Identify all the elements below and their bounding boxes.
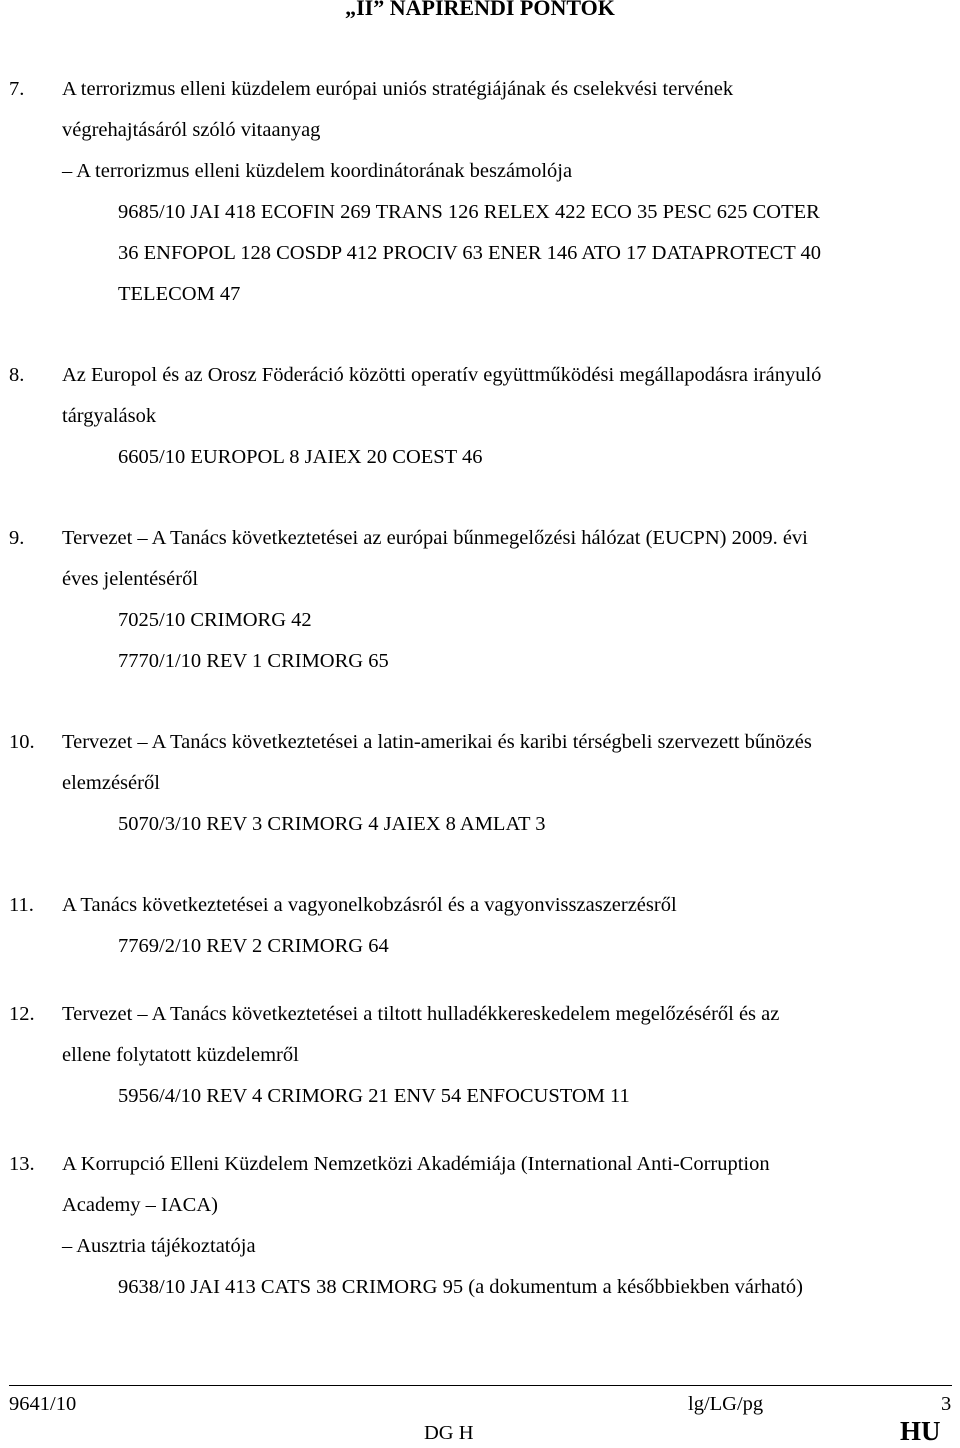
document-reference: 6605/10 EUROPOL 8 JAIEX 20 COEST 46 — [118, 446, 483, 468]
item-title-line: elemzéséről — [62, 772, 160, 794]
document-reference: 7025/10 CRIMORG 42 — [118, 609, 312, 631]
footer-language-code: HU — [900, 1416, 941, 1446]
footer-directorate: DG H — [424, 1422, 474, 1444]
item-number: 12. — [9, 1003, 35, 1025]
item-title-line: Academy – IACA) — [62, 1194, 218, 1216]
item-number: 9. — [9, 527, 25, 549]
footer-doc-number: 9641/10 — [9, 1393, 77, 1415]
item-title-line: tárgyalások — [62, 405, 157, 427]
item-title-line: éves jelentéséről — [62, 568, 199, 590]
document-reference: 5956/4/10 REV 4 CRIMORG 21 ENV 54 ENFOCUSTOM 11 — [118, 1085, 630, 1107]
item-subtitle-line: – Ausztria tájékoztatója — [62, 1235, 256, 1257]
footer-initials: lg/LG/pg — [688, 1393, 764, 1415]
item-title-line: A terrorizmus elleni küzdelem európai uniós stratégiájának és cselekvési tervének — [62, 78, 734, 100]
item-title-line: Az Europol és az Orosz Föderáció közötti operatív együttműködési megállapodásra irányuló — [62, 364, 822, 386]
document-reference: 7770/1/10 REV 1 CRIMORG 65 — [118, 650, 389, 672]
item-subtitle-line: – A terrorizmus elleni küzdelem koordinátorának beszámolója — [62, 160, 573, 182]
document-reference: 9638/10 JAI 413 CATS 38 CRIMORG 95 (a dokumentum a későbbiekben várható) — [118, 1276, 803, 1298]
item-title-line: Tervezet – A Tanács következtetései az európai bűnmegelőzési hálózat (EUCPN) 2009. évi — [62, 527, 808, 549]
item-number: 13. — [9, 1153, 35, 1175]
document-reference: 36 ENFOPOL 128 COSDP 412 PROCIV 63 ENER 146 ATO 17 DATAPROTECT 40 — [118, 242, 822, 264]
item-title-line: A Tanács következtetései a vagyonelkobzásról és a vagyonvisszaszerzésről — [62, 894, 677, 916]
document-reference: 9685/10 JAI 418 ECOFIN 269 TRANS 126 RELEX 422 ECO 35 PESC 625 COTER — [118, 201, 820, 223]
document-reference: TELECOM 47 — [118, 283, 241, 305]
item-title-line: Tervezet – A Tanács következtetései a latin-amerikai és karibi térségbeli szervezett bűnözés — [62, 731, 812, 753]
item-title-line: A Korrupció Elleni Küzdelem Nemzetközi Akadémiája (International Anti-Corruption — [62, 1153, 770, 1175]
item-number: 8. — [9, 364, 25, 386]
item-number: 11. — [9, 894, 34, 916]
footer-divider — [9, 1385, 952, 1386]
item-number: 10. — [9, 731, 35, 753]
footer-page-number: 3 — [941, 1393, 952, 1415]
item-title-line: ellene folytatott küzdelemről — [62, 1044, 299, 1066]
document-reference: 5070/3/10 REV 3 CRIMORG 4 JAIEX 8 AMLAT 3 — [118, 813, 546, 835]
item-number: 7. — [9, 78, 25, 100]
page-heading: „II” NAPIRENDI PONTOK — [345, 0, 615, 20]
item-title-line: Tervezet – A Tanács következtetései a tiltott hulladékkereskedelem megelőzéséről és az — [62, 1003, 780, 1025]
item-title-line: végrehajtásáról szóló vitaanyag — [62, 119, 321, 141]
document-reference: 7769/2/10 REV 2 CRIMORG 64 — [118, 935, 389, 957]
